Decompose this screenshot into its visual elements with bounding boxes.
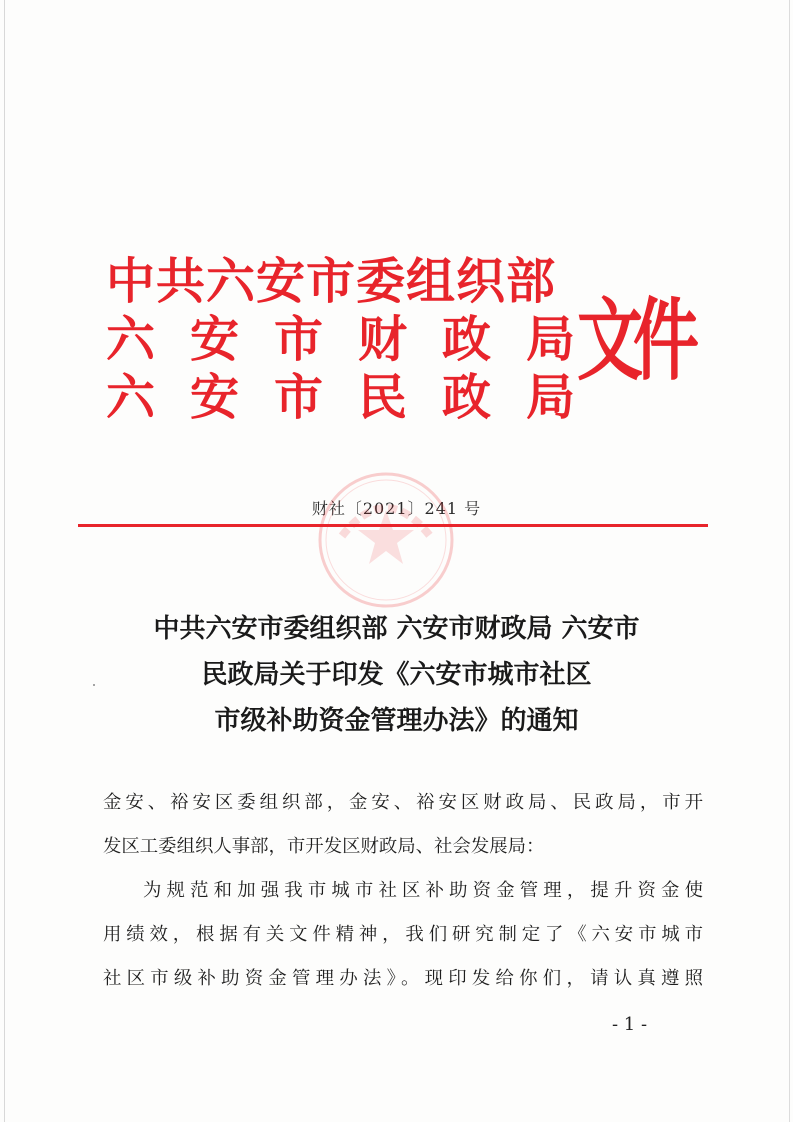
issuing-agencies xyxy=(106,252,611,426)
recipients-line: 金安、裕安区委组织部，金安、裕安区财政局、民政局，市开 xyxy=(103,792,703,813)
issuer-civil-affairs-bureau: 六安市民政局 xyxy=(106,368,611,426)
red-separator-line xyxy=(78,524,708,527)
title-line: 民政局关于印发《六安市城市社区 xyxy=(201,660,592,690)
page-number: - 1 - xyxy=(612,1014,648,1035)
paragraph-line: 为规范和加强我市城市社区补助资金管理，提升资金使 xyxy=(143,880,703,901)
scan-speck xyxy=(93,684,95,686)
notice-body xyxy=(103,781,703,1001)
official-seal-stamp xyxy=(312,466,460,614)
title-line: 市级补助资金管理办法》的通知 xyxy=(214,706,579,736)
title-line: 中共六安市委组织部 六安市财政局 六安市 xyxy=(153,614,640,644)
recipients-line: 发区工委组织人事部，市开发区财政局、社会发展局： xyxy=(103,836,545,857)
document-mark: 文件 xyxy=(577,289,689,394)
paragraph-line: 社区市级补助资金管理办法》。现印发给你们，请认真遵照 xyxy=(103,968,703,989)
notice-title xyxy=(60,606,733,744)
paragraph-line: 用绩效，根据有关文件精神，我们研究制定了《六安市城市 xyxy=(103,924,703,945)
document-number: 财社〔2021〕241 号 xyxy=(311,499,482,518)
scan-edge xyxy=(4,0,5,1122)
issuer-finance-bureau: 六安市财政局 xyxy=(106,310,611,368)
scan-edge xyxy=(789,0,790,1122)
issuer-organization-department: 中共六安市委组织部 xyxy=(106,252,557,310)
